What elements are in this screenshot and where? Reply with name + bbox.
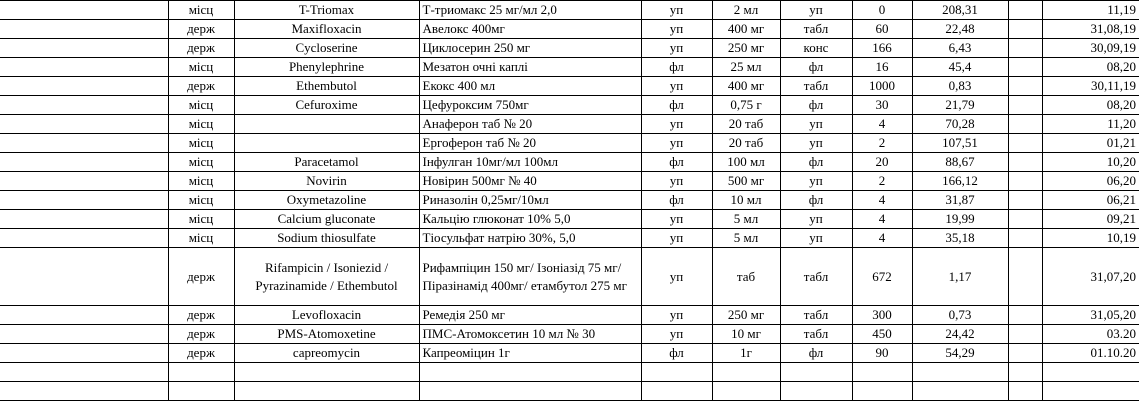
inn-cell: Rifampicin / Isoniezid / Pyrazinamide / Ethembutol	[234, 248, 419, 306]
funding-source-cell: місц	[168, 153, 234, 172]
unit-cell: фл	[780, 58, 852, 77]
price-cell: 166,12	[912, 172, 1008, 191]
expiry-cell: 06,20	[1042, 172, 1139, 191]
quantity-cell: 60	[852, 20, 912, 39]
empty-cell	[641, 363, 712, 382]
dose-cell: 100 мл	[712, 153, 780, 172]
inn-cell: Levofloxacin	[234, 306, 419, 325]
empty-cell	[0, 363, 168, 382]
drug-name-cell: Риназолін 0,25мг/10мл	[419, 191, 641, 210]
empty-cell	[1008, 134, 1042, 153]
dose-cell: 5 мл	[712, 229, 780, 248]
unit-cell: фл	[780, 96, 852, 115]
empty-cell	[1008, 191, 1042, 210]
drug-name-cell: Цефуроксим 750мг	[419, 96, 641, 115]
dose-cell: 400 мг	[712, 20, 780, 39]
empty-cell	[712, 363, 780, 382]
dose-cell: 20 таб	[712, 115, 780, 134]
table-row	[0, 325, 1139, 344]
lead-cell	[0, 325, 168, 344]
drug-name-cell: Ремедія 250 мг	[419, 306, 641, 325]
price-cell: 70,28	[912, 115, 1008, 134]
empty-cell	[0, 382, 168, 401]
empty-cell	[168, 382, 234, 401]
package-type-cell: фл	[641, 344, 712, 363]
price-cell: 21,79	[912, 96, 1008, 115]
dose-cell: 10 мг	[712, 325, 780, 344]
empty-cell	[712, 382, 780, 401]
drug-name-cell: Тіосульфат натрію 30%, 5,0	[419, 229, 641, 248]
drug-name-cell: Ергоферон таб № 20	[419, 134, 641, 153]
quantity-cell: 4	[852, 210, 912, 229]
empty-cell	[1008, 248, 1042, 306]
empty-cell	[419, 382, 641, 401]
inn-cell: Maxifloxacin	[234, 20, 419, 39]
table-row	[0, 344, 1139, 363]
dose-cell: 1г	[712, 344, 780, 363]
package-type-cell: уп	[641, 1, 712, 20]
table-row	[0, 77, 1139, 96]
unit-cell: уп	[780, 229, 852, 248]
empty-cell	[852, 382, 912, 401]
empty-cell	[1008, 153, 1042, 172]
quantity-cell: 300	[852, 306, 912, 325]
table-row	[0, 191, 1139, 210]
empty-table-row	[0, 382, 1139, 401]
empty-cell	[912, 363, 1008, 382]
table-row	[0, 306, 1139, 325]
funding-source-cell: місц	[168, 96, 234, 115]
funding-source-cell: держ	[168, 344, 234, 363]
price-cell: 19,99	[912, 210, 1008, 229]
quantity-cell: 30	[852, 96, 912, 115]
dose-cell: 2 мл	[712, 1, 780, 20]
unit-cell: табл	[780, 77, 852, 96]
expiry-cell: 30,09,19	[1042, 39, 1139, 58]
inn-cell: Cefuroxime	[234, 96, 419, 115]
price-cell: 0,73	[912, 306, 1008, 325]
inn-cell	[234, 115, 419, 134]
unit-cell: уп	[780, 115, 852, 134]
package-type-cell: уп	[641, 115, 712, 134]
quantity-cell: 4	[852, 115, 912, 134]
inn-cell: Paracetamol	[234, 153, 419, 172]
quantity-cell: 2	[852, 134, 912, 153]
funding-source-cell: місц	[168, 1, 234, 20]
expiry-cell: 11,20	[1042, 115, 1139, 134]
package-type-cell: уп	[641, 77, 712, 96]
lead-cell	[0, 115, 168, 134]
table-row	[0, 172, 1139, 191]
price-cell: 24,42	[912, 325, 1008, 344]
inn-cell: Oxymetazoline	[234, 191, 419, 210]
quantity-cell: 672	[852, 248, 912, 306]
empty-cell	[1008, 20, 1042, 39]
expiry-cell: 11,19	[1042, 1, 1139, 20]
drug-name-cell: Мезатон очні каплі	[419, 58, 641, 77]
unit-cell: фл	[780, 153, 852, 172]
lead-cell	[0, 306, 168, 325]
unit-cell: табл	[780, 325, 852, 344]
lead-cell	[0, 344, 168, 363]
price-cell: 35,18	[912, 229, 1008, 248]
quantity-cell: 166	[852, 39, 912, 58]
expiry-cell: 31,07,20	[1042, 248, 1139, 306]
lead-cell	[0, 20, 168, 39]
expiry-cell: 01.10.20	[1042, 344, 1139, 363]
empty-cell	[852, 363, 912, 382]
price-cell: 88,67	[912, 153, 1008, 172]
empty-cell	[780, 382, 852, 401]
empty-cell	[1008, 39, 1042, 58]
package-type-cell: фл	[641, 191, 712, 210]
dose-cell: 20 таб	[712, 134, 780, 153]
unit-cell: табл	[780, 306, 852, 325]
expiry-cell: 01,21	[1042, 134, 1139, 153]
package-type-cell: уп	[641, 210, 712, 229]
dose-cell: 500 мг	[712, 172, 780, 191]
expiry-cell: 08,20	[1042, 58, 1139, 77]
quantity-cell: 1000	[852, 77, 912, 96]
dose-cell: 250 мг	[712, 306, 780, 325]
quantity-cell: 2	[852, 172, 912, 191]
empty-cell	[1008, 115, 1042, 134]
lead-cell	[0, 153, 168, 172]
unit-cell: табл	[780, 248, 852, 306]
empty-cell	[1008, 306, 1042, 325]
empty-cell	[1042, 363, 1139, 382]
price-cell: 45,4	[912, 58, 1008, 77]
inn-cell: Sodium thiosulfate	[234, 229, 419, 248]
inn-cell: Novirin	[234, 172, 419, 191]
price-cell: 6,43	[912, 39, 1008, 58]
drug-name-cell: Авелокс 400мг	[419, 20, 641, 39]
drug-name-cell: Екокс 400 мл	[419, 77, 641, 96]
lead-cell	[0, 134, 168, 153]
funding-source-cell: місц	[168, 172, 234, 191]
lead-cell	[0, 96, 168, 115]
empty-cell	[780, 363, 852, 382]
package-type-cell: уп	[641, 248, 712, 306]
unit-cell: фл	[780, 191, 852, 210]
drug-name-cell: Рифампіцин 150 мг/ Ізоніазід 75 мг/Піразінамід 400мг/ етамбутол 275 мг	[419, 248, 641, 306]
empty-cell	[1042, 382, 1139, 401]
empty-cell	[1008, 325, 1042, 344]
expiry-cell: 08,20	[1042, 96, 1139, 115]
expiry-cell: 06,21	[1042, 191, 1139, 210]
price-cell: 208,31	[912, 1, 1008, 20]
inn-cell: Ethembutol	[234, 77, 419, 96]
table-row	[0, 153, 1139, 172]
unit-cell: фл	[780, 344, 852, 363]
lead-cell	[0, 210, 168, 229]
dose-cell: таб	[712, 248, 780, 306]
table-row	[0, 39, 1139, 58]
lead-cell	[0, 229, 168, 248]
lead-cell	[0, 39, 168, 58]
empty-cell	[641, 382, 712, 401]
expiry-cell: 03.20	[1042, 325, 1139, 344]
drug-name-cell: Новірин 500мг № 40	[419, 172, 641, 191]
lead-cell	[0, 1, 168, 20]
price-cell: 31,87	[912, 191, 1008, 210]
funding-source-cell: місц	[168, 115, 234, 134]
empty-cell	[1008, 363, 1042, 382]
package-type-cell: уп	[641, 20, 712, 39]
price-cell: 0,83	[912, 77, 1008, 96]
empty-cell	[1008, 1, 1042, 20]
empty-table-row	[0, 363, 1139, 382]
unit-cell: конс	[780, 39, 852, 58]
unit-cell: уп	[780, 210, 852, 229]
drug-name-cell: Кальцію глюконат 10% 5,0	[419, 210, 641, 229]
funding-source-cell: держ	[168, 306, 234, 325]
table-row	[0, 210, 1139, 229]
unit-cell: уп	[780, 172, 852, 191]
quantity-cell: 90	[852, 344, 912, 363]
dose-cell: 0,75 г	[712, 96, 780, 115]
quantity-cell: 4	[852, 191, 912, 210]
price-cell: 22,48	[912, 20, 1008, 39]
drug-name-cell: ПМС-Атомоксетин 10 мл № 30	[419, 325, 641, 344]
empty-cell	[1008, 229, 1042, 248]
lead-cell	[0, 172, 168, 191]
inn-cell: capreomycin	[234, 344, 419, 363]
funding-source-cell: держ	[168, 248, 234, 306]
empty-cell	[419, 363, 641, 382]
expiry-cell: 10,20	[1042, 153, 1139, 172]
package-type-cell: уп	[641, 172, 712, 191]
quantity-cell: 20	[852, 153, 912, 172]
unit-cell: уп	[780, 134, 852, 153]
empty-cell	[234, 382, 419, 401]
inn-cell	[234, 134, 419, 153]
package-type-cell: уп	[641, 229, 712, 248]
dose-cell: 5 мл	[712, 210, 780, 229]
dose-cell: 25 мл	[712, 58, 780, 77]
funding-source-cell: місц	[168, 58, 234, 77]
funding-source-cell: місц	[168, 134, 234, 153]
unit-cell: табл	[780, 20, 852, 39]
empty-cell	[1008, 344, 1042, 363]
inn-cell: T-Triomax	[234, 1, 419, 20]
quantity-cell: 16	[852, 58, 912, 77]
empty-cell	[234, 363, 419, 382]
empty-cell	[1008, 77, 1042, 96]
empty-cell	[912, 382, 1008, 401]
table-row	[0, 115, 1139, 134]
price-cell: 107,51	[912, 134, 1008, 153]
table-row	[0, 248, 1139, 306]
unit-cell: уп	[780, 1, 852, 20]
empty-cell	[1008, 382, 1042, 401]
inn-cell: Phenylephrine	[234, 58, 419, 77]
dose-cell: 400 мг	[712, 77, 780, 96]
empty-cell	[1008, 172, 1042, 191]
package-type-cell: уп	[641, 39, 712, 58]
package-type-cell: уп	[641, 306, 712, 325]
lead-cell	[0, 58, 168, 77]
inn-cell: PMS-Atomoxetine	[234, 325, 419, 344]
expiry-cell: 31,08,19	[1042, 20, 1139, 39]
empty-cell	[168, 363, 234, 382]
empty-cell	[1008, 58, 1042, 77]
package-type-cell: уп	[641, 325, 712, 344]
empty-cell	[1008, 210, 1042, 229]
funding-source-cell: місц	[168, 210, 234, 229]
drug-name-cell: Т-триомакс 25 мг/мл 2,0	[419, 1, 641, 20]
funding-source-cell: держ	[168, 325, 234, 344]
table-row	[0, 1, 1139, 20]
funding-source-cell: держ	[168, 77, 234, 96]
empty-cell	[1008, 96, 1042, 115]
quantity-cell: 4	[852, 229, 912, 248]
quantity-cell: 450	[852, 325, 912, 344]
expiry-cell: 09,21	[1042, 210, 1139, 229]
expiry-cell: 10,19	[1042, 229, 1139, 248]
package-type-cell: уп	[641, 134, 712, 153]
lead-cell	[0, 191, 168, 210]
price-cell: 54,29	[912, 344, 1008, 363]
drug-name-cell: Анаферон таб № 20	[419, 115, 641, 134]
funding-source-cell: місц	[168, 229, 234, 248]
funding-source-cell: місц	[168, 191, 234, 210]
table-row	[0, 229, 1139, 248]
package-type-cell: фл	[641, 153, 712, 172]
dose-cell: 10 мл	[712, 191, 780, 210]
table-row	[0, 134, 1139, 153]
table-row	[0, 20, 1139, 39]
drug-name-cell: Інфулган 10мг/мл 100мл	[419, 153, 641, 172]
expiry-cell: 31,05,20	[1042, 306, 1139, 325]
lead-cell	[0, 248, 168, 306]
funding-source-cell: держ	[168, 20, 234, 39]
lead-cell	[0, 77, 168, 96]
funding-source-cell: держ	[168, 39, 234, 58]
dose-cell: 250 мг	[712, 39, 780, 58]
quantity-cell: 0	[852, 1, 912, 20]
table-row	[0, 96, 1139, 115]
drug-name-cell: Капреоміцин 1г	[419, 344, 641, 363]
expiry-cell: 30,11,19	[1042, 77, 1139, 96]
price-cell: 1,17	[912, 248, 1008, 306]
table-row	[0, 58, 1139, 77]
package-type-cell: фл	[641, 96, 712, 115]
inn-cell: Cycloserine	[234, 39, 419, 58]
drug-name-cell: Циклосерин 250 мг	[419, 39, 641, 58]
inn-cell: Calcium gluconate	[234, 210, 419, 229]
package-type-cell: фл	[641, 58, 712, 77]
